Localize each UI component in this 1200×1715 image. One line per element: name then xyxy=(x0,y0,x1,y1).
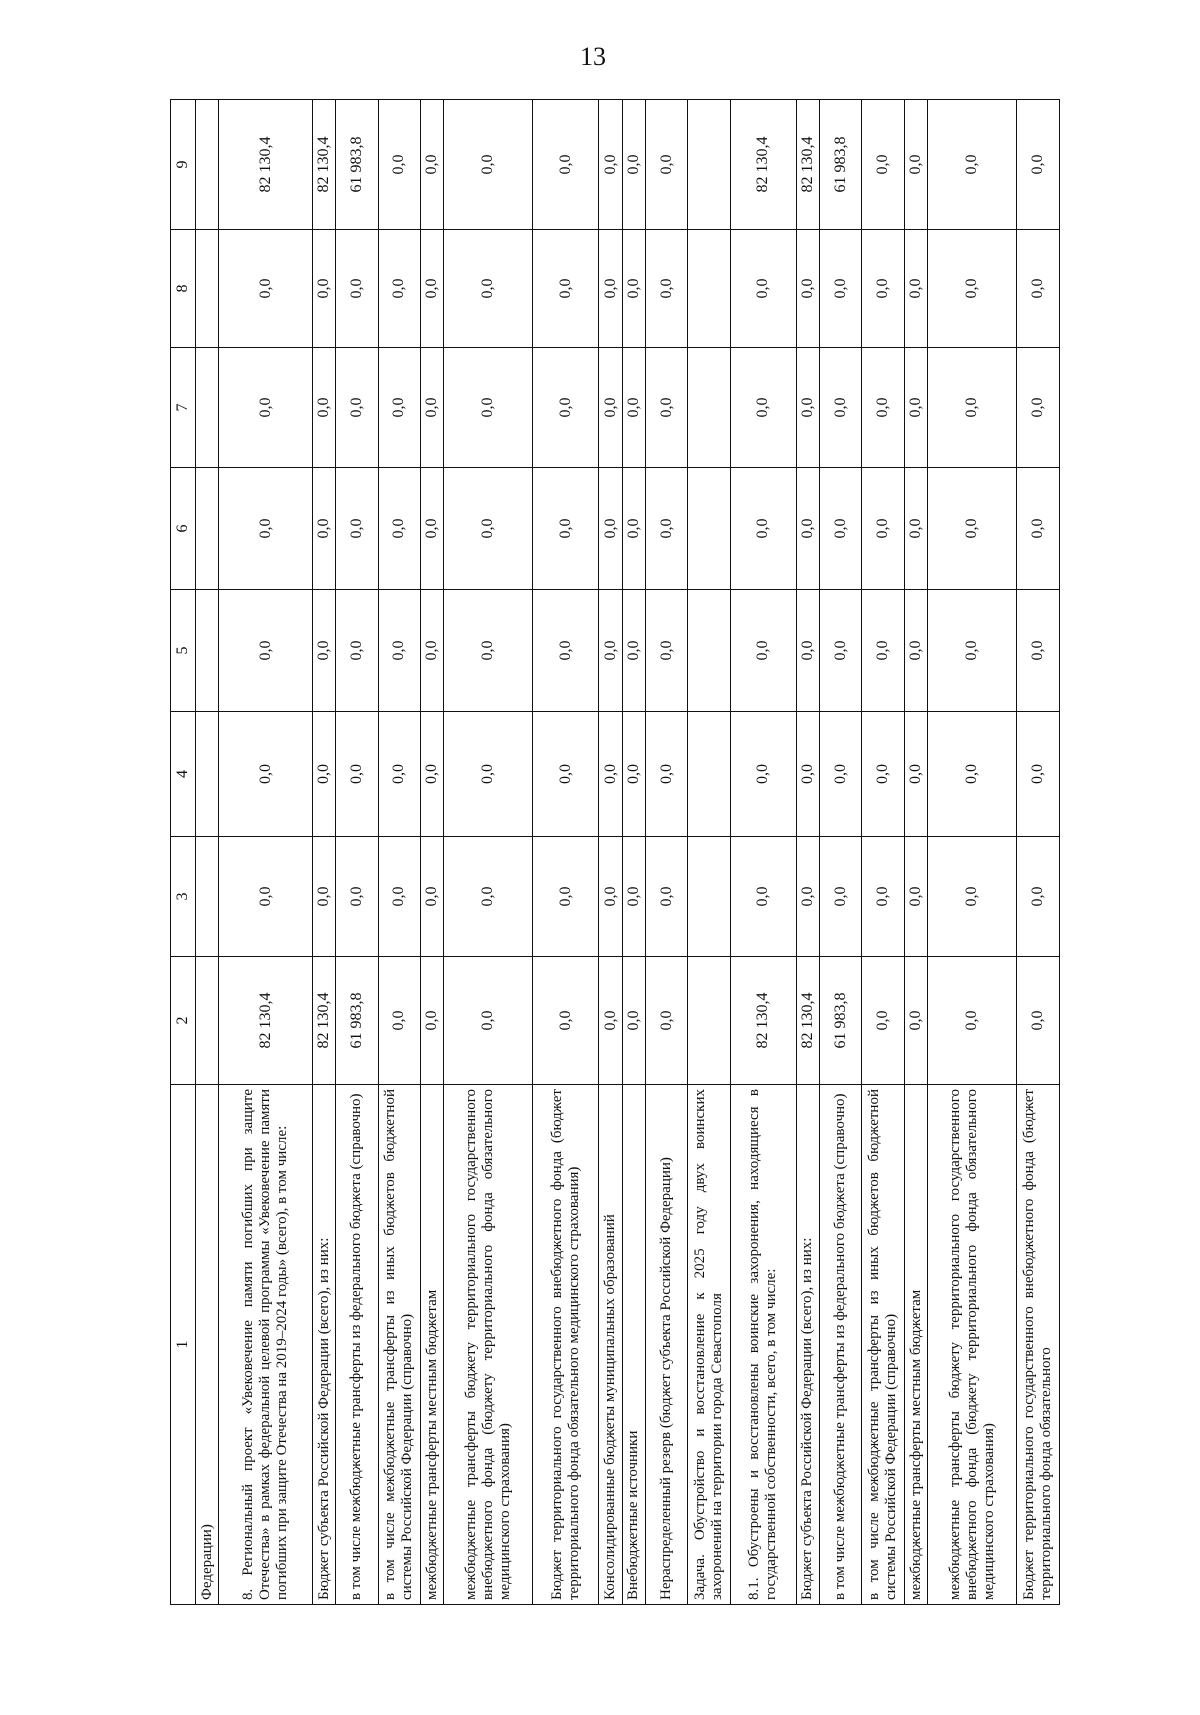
row-value: 0,0 xyxy=(645,348,687,468)
row-value: 0,0 xyxy=(599,348,622,468)
row-label: Бюджет субъекта Российской Федерации (всего), из них: xyxy=(796,1085,819,1605)
row-value: 61 983,8 xyxy=(820,100,862,230)
row-value: 0,0 xyxy=(730,712,796,837)
row-value: 0,0 xyxy=(928,468,1017,590)
row-value: 0,0 xyxy=(622,100,645,230)
row-value: 0,0 xyxy=(796,348,819,468)
row-value xyxy=(688,590,730,712)
row-value: 0,0 xyxy=(420,230,443,348)
row-value: 0,0 xyxy=(444,348,533,468)
row-value: 0,0 xyxy=(862,468,904,590)
row-value: 0,0 xyxy=(533,348,599,468)
row-value: 0,0 xyxy=(730,590,796,712)
table-row xyxy=(688,100,730,1605)
row-label: Бюджет территориального государственного внебюджетного фонда (бюджет территориального фонда обязательного медицинского страхования) xyxy=(533,1085,599,1605)
row-value: 0,0 xyxy=(622,230,645,348)
row-value: 0,0 xyxy=(420,590,443,712)
row-value: 0,0 xyxy=(730,348,796,468)
row-value: 0,0 xyxy=(599,100,622,230)
row-value: 0,0 xyxy=(1017,468,1060,590)
row-value: 0,0 xyxy=(820,230,862,348)
row-value: 0,0 xyxy=(862,837,904,957)
row-value: 0,0 xyxy=(378,590,420,712)
row-label: Нераспределенный резерв (бюджет субъекта Российской Федерации) xyxy=(645,1085,687,1605)
column-header: 2 xyxy=(171,957,196,1085)
row-label: 8.1. Обустроены и восстановлены воинские захоронения, находящиеся в государственной собственности, всего, в том числе: xyxy=(730,1085,796,1605)
row-value: 0,0 xyxy=(796,712,819,837)
row-value: 0,0 xyxy=(420,100,443,230)
row-value: 0,0 xyxy=(420,468,443,590)
row-value: 0,0 xyxy=(645,957,687,1085)
row-label: Внебюджетные источники xyxy=(622,1085,645,1605)
row-value: 0,0 xyxy=(622,590,645,712)
table-row xyxy=(533,100,599,1605)
column-header: 5 xyxy=(171,590,196,712)
row-value: 0,0 xyxy=(533,230,599,348)
row-label: межбюджетные трансферты местным бюджетам xyxy=(904,1085,927,1605)
row-value: 61 983,8 xyxy=(336,100,378,230)
row-value: 0,0 xyxy=(420,348,443,468)
row-value: 0,0 xyxy=(219,590,312,712)
row-value: 0,0 xyxy=(599,837,622,957)
row-value: 0,0 xyxy=(599,957,622,1085)
row-value: 0,0 xyxy=(219,348,312,468)
table-row xyxy=(336,100,378,1605)
row-value: 0,0 xyxy=(904,837,927,957)
row-value: 0,0 xyxy=(820,468,862,590)
row-value: 0,0 xyxy=(862,590,904,712)
row-value: 0,0 xyxy=(928,100,1017,230)
row-value: 0,0 xyxy=(645,712,687,837)
row-value: 0,0 xyxy=(645,230,687,348)
row-value: 0,0 xyxy=(219,468,312,590)
row-value: 0,0 xyxy=(420,712,443,837)
row-value: 0,0 xyxy=(420,957,443,1085)
row-label: Консолидированные бюджеты муниципальных образований xyxy=(599,1085,622,1605)
row-value: 0,0 xyxy=(336,468,378,590)
table-row xyxy=(862,100,904,1605)
row-value xyxy=(688,712,730,837)
column-header: 3 xyxy=(171,837,196,957)
table-row xyxy=(622,100,645,1605)
row-value xyxy=(196,230,219,348)
row-value: 0,0 xyxy=(444,957,533,1085)
row-value: 82 130,4 xyxy=(312,957,335,1085)
column-header: 7 xyxy=(171,348,196,468)
row-label: Бюджет территориального государственного внебюджетного фонда (бюджет территориального фонда обязательного xyxy=(1017,1085,1060,1605)
row-value: 0,0 xyxy=(599,590,622,712)
row-value: 0,0 xyxy=(796,230,819,348)
row-value: 0,0 xyxy=(820,590,862,712)
row-value: 0,0 xyxy=(862,230,904,348)
row-value: 0,0 xyxy=(904,957,927,1085)
row-value: 0,0 xyxy=(730,837,796,957)
row-value: 0,0 xyxy=(645,100,687,230)
row-value: 0,0 xyxy=(219,837,312,957)
row-value: 0,0 xyxy=(378,837,420,957)
row-value: 0,0 xyxy=(1017,712,1060,837)
row-value xyxy=(688,837,730,957)
row-value: 0,0 xyxy=(378,348,420,468)
row-value: 82 130,4 xyxy=(796,957,819,1085)
page-number: 13 xyxy=(580,42,606,71)
row-label: межбюджетные трансферты местным бюджетам xyxy=(420,1085,443,1605)
row-value: 0,0 xyxy=(1017,590,1060,712)
row-value: 0,0 xyxy=(336,230,378,348)
row-value: 0,0 xyxy=(336,837,378,957)
row-value: 0,0 xyxy=(904,348,927,468)
row-label: в том числе межбюджетные трансферты из федерального бюджета (справочно) xyxy=(820,1085,862,1605)
row-value: 0,0 xyxy=(1017,100,1060,230)
row-value: 0,0 xyxy=(862,957,904,1085)
row-value: 0,0 xyxy=(219,230,312,348)
row-value: 61 983,8 xyxy=(820,957,862,1085)
table-row xyxy=(196,100,219,1605)
row-value xyxy=(196,712,219,837)
row-value: 0,0 xyxy=(312,468,335,590)
table-row xyxy=(420,100,443,1605)
row-value: 0,0 xyxy=(904,590,927,712)
row-value: 0,0 xyxy=(730,468,796,590)
row-value: 0,0 xyxy=(444,712,533,837)
row-value: 0,0 xyxy=(444,468,533,590)
row-value: 0,0 xyxy=(336,348,378,468)
row-label: в том числе межбюджетные трансферты из иных бюджетов бюджетной системы Российской Федерации (справочно) xyxy=(862,1085,904,1605)
table-row xyxy=(219,100,312,1605)
row-value: 0,0 xyxy=(599,230,622,348)
table-row xyxy=(599,100,622,1605)
row-value: 0,0 xyxy=(378,468,420,590)
table-row xyxy=(312,100,335,1605)
row-value: 0,0 xyxy=(533,468,599,590)
row-value: 0,0 xyxy=(796,590,819,712)
table-row xyxy=(645,100,687,1605)
row-value: 0,0 xyxy=(622,712,645,837)
row-value: 0,0 xyxy=(928,230,1017,348)
table-row xyxy=(796,100,819,1605)
row-value: 0,0 xyxy=(928,590,1017,712)
row-value: 82 130,4 xyxy=(730,957,796,1085)
row-value: 0,0 xyxy=(420,837,443,957)
row-value: 0,0 xyxy=(862,100,904,230)
row-value: 82 130,4 xyxy=(219,100,312,230)
row-value xyxy=(196,837,219,957)
row-value: 0,0 xyxy=(862,348,904,468)
row-value: 0,0 xyxy=(444,590,533,712)
row-label: межбюджетные трансферты бюджету территориального государственного внебюджетного фонда (бюджету территориального фонда обязательного медицинского страхования) xyxy=(928,1085,1017,1605)
row-value: 0,0 xyxy=(820,712,862,837)
row-value xyxy=(688,348,730,468)
row-value: 0,0 xyxy=(820,837,862,957)
row-value: 0,0 xyxy=(645,590,687,712)
rotated-table-container xyxy=(170,100,1060,1605)
column-header: 1 xyxy=(171,1085,196,1605)
row-value: 0,0 xyxy=(378,230,420,348)
row-value: 0,0 xyxy=(312,837,335,957)
row-value: 0,0 xyxy=(730,230,796,348)
row-value: 0,0 xyxy=(1017,230,1060,348)
table-row xyxy=(1017,100,1060,1605)
row-value: 0,0 xyxy=(622,837,645,957)
row-value: 0,0 xyxy=(533,712,599,837)
row-value: 0,0 xyxy=(796,837,819,957)
row-value xyxy=(196,590,219,712)
table-row xyxy=(820,100,862,1605)
row-value: 0,0 xyxy=(219,712,312,837)
row-value: 82 130,4 xyxy=(219,957,312,1085)
row-value: 0,0 xyxy=(928,712,1017,837)
row-value xyxy=(196,468,219,590)
table-row xyxy=(444,100,533,1605)
row-value: 0,0 xyxy=(378,712,420,837)
row-value: 0,0 xyxy=(904,712,927,837)
row-value: 61 983,8 xyxy=(336,957,378,1085)
row-value xyxy=(688,468,730,590)
row-value: 0,0 xyxy=(645,837,687,957)
row-value: 0,0 xyxy=(444,230,533,348)
row-value: 0,0 xyxy=(533,957,599,1085)
row-value: 0,0 xyxy=(622,468,645,590)
row-value: 0,0 xyxy=(796,468,819,590)
row-value xyxy=(688,100,730,230)
row-value: 0,0 xyxy=(312,348,335,468)
row-value: 0,0 xyxy=(533,100,599,230)
row-value xyxy=(688,230,730,348)
row-value: 0,0 xyxy=(904,468,927,590)
row-value: 0,0 xyxy=(1017,837,1060,957)
row-value: 0,0 xyxy=(645,468,687,590)
row-value: 0,0 xyxy=(312,230,335,348)
budget-table xyxy=(170,99,1060,1605)
row-value: 0,0 xyxy=(312,590,335,712)
row-value xyxy=(196,348,219,468)
row-value: 0,0 xyxy=(622,348,645,468)
row-value: 0,0 xyxy=(378,957,420,1085)
row-value xyxy=(196,957,219,1085)
table-body xyxy=(196,100,1060,1605)
row-value: 0,0 xyxy=(533,590,599,712)
row-value: 0,0 xyxy=(904,230,927,348)
row-value: 82 130,4 xyxy=(730,100,796,230)
row-value: 82 130,4 xyxy=(312,100,335,230)
row-value: 0,0 xyxy=(622,957,645,1085)
row-value: 0,0 xyxy=(1017,348,1060,468)
row-label: в том числе межбюджетные трансферты из иных бюджетов бюджетной системы Российской Федерации (справочно) xyxy=(378,1085,420,1605)
table-row xyxy=(730,100,796,1605)
table-row xyxy=(928,100,1017,1605)
table-row xyxy=(904,100,927,1605)
column-header: 4 xyxy=(171,712,196,837)
row-value: 0,0 xyxy=(1017,957,1060,1085)
row-label: 8. Региональный проект «Увековечение памяти погибших при защите Отечества» в рамках федеральной целевой программы «Увековечение памяти погибших при защите Отечества на 2019–2024 годы» (всего), в том числе: xyxy=(219,1085,312,1605)
row-value: 0,0 xyxy=(599,712,622,837)
header-row xyxy=(171,100,196,1605)
row-label: Задача. Обустройство и восстановление к 2025 году двух воинских захоронений на территории города Севастополя xyxy=(688,1085,730,1605)
row-value: 0,0 xyxy=(533,837,599,957)
row-value xyxy=(688,957,730,1085)
row-value: 0,0 xyxy=(928,957,1017,1085)
column-header: 8 xyxy=(171,230,196,348)
row-value: 0,0 xyxy=(928,837,1017,957)
row-label: Федерации) xyxy=(196,1085,219,1605)
row-label: в том числе межбюджетные трансферты из федерального бюджета (справочно) xyxy=(336,1085,378,1605)
row-value: 0,0 xyxy=(312,712,335,837)
row-label: Бюджет субъекта Российской Федерации (всего), из них: xyxy=(312,1085,335,1605)
row-value: 0,0 xyxy=(336,590,378,712)
row-value: 0,0 xyxy=(928,348,1017,468)
row-value: 0,0 xyxy=(820,348,862,468)
row-value: 0,0 xyxy=(862,712,904,837)
row-value: 0,0 xyxy=(904,100,927,230)
row-label: межбюджетные трансферты бюджету территориального государственного внебюджетного фонда (бюджету территориального фонда обязательного медицинского страхования) xyxy=(444,1085,533,1605)
row-value: 0,0 xyxy=(599,468,622,590)
row-value: 82 130,4 xyxy=(796,100,819,230)
row-value xyxy=(196,100,219,230)
column-header: 6 xyxy=(171,468,196,590)
row-value: 0,0 xyxy=(444,837,533,957)
row-value: 0,0 xyxy=(444,100,533,230)
column-header: 9 xyxy=(171,100,196,230)
row-value: 0,0 xyxy=(336,712,378,837)
row-value: 0,0 xyxy=(378,100,420,230)
table-row xyxy=(378,100,420,1605)
